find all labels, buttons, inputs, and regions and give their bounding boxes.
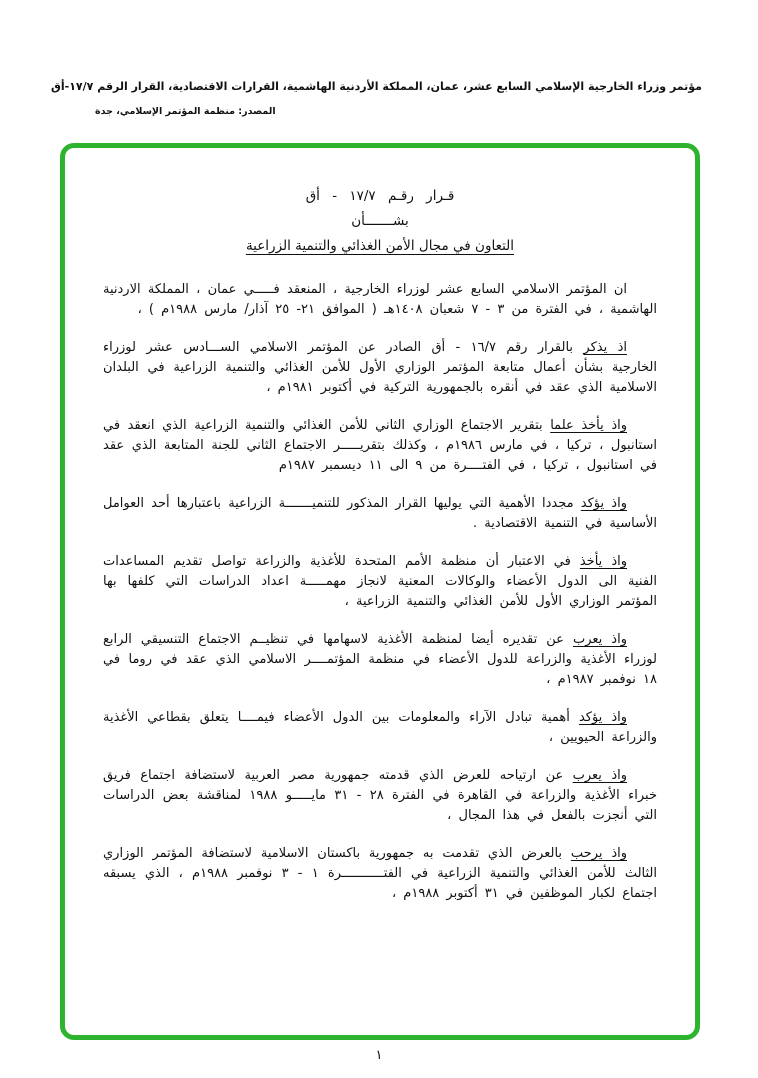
paragraph-lead: واذ يأخذ xyxy=(579,554,628,569)
page-number: ١ xyxy=(375,1048,383,1063)
resolution-box xyxy=(60,143,700,1040)
paragraph-recalls xyxy=(103,338,657,398)
paragraph-preamble xyxy=(103,280,657,320)
paragraph-takes-note xyxy=(103,416,657,476)
paragraph-lead: واذ يؤكد xyxy=(580,496,627,511)
paragraph-text: بالقرار رقم ١٦/٧ - أق الصادر عن المؤتمر الاسلامي الســـادس عشر لوزراء الخارجية بشأن أعمال متابعة المؤتمر الوزاري الأول للأمن الغذائي والتنمية الزراعية في البلدان الاسلامية الذي عقد في أنقره بالجمهورية التركية في أكتوبر ١٩٨١م ، xyxy=(103,340,657,395)
document-source: المصدر: منظمة المؤتمر الإسلامي، جدة xyxy=(95,106,276,117)
paragraph-lead: اذ يذكر xyxy=(583,340,627,355)
paragraph-text: عن ارتياحه للعرض الذي قدمته جمهورية مصر العربية لاستضافة اجتماع فريق خبراء الأغذية والزراعة في القاهرة في الفترة ٢٨ - ٣١ مايـــــو ١٩٨٨ لمناقشة بعض الدراسات التي أنجزت بالفعل في هذا المجال ، xyxy=(103,768,658,823)
paragraph-text: أهمية تبادل الآراء والمعلومات بين الدول الأعضاء فيمــــا يتعلق بقطاعي الأغذية والزراعة الحيويين ، xyxy=(103,710,657,745)
paragraph-lead: واذ يؤكد xyxy=(578,710,627,725)
paragraph-text: بتقرير الاجتماع الوزاري الثاني للأمن الغذائي والتنمية الزراعية الذي انعقد في استانبول ، تركيا ، في مارس ١٩٨٦م ، وكذلك بتقريـــــر الاجتماع الثاني للجنة المتابعة الذي عقد في استانبول ، تركيا ، في الفتــــرة من ٩ الى ١١ ديسمبر ١٩٨٧م xyxy=(103,418,657,473)
paragraph-text: ان المؤتمر الاسلامي السابع عشر لوزراء الخارجية ، المنعقد فـــــي عمان ، المملكة الاردنية الهاشمية ، في الفترة من ٣ - ٧ شعبان ١٤٠٨هـ ( الموافق ٢١- ٢٥ آذار/ مارس ١٩٨٨م ) ، xyxy=(103,282,657,317)
paragraph-text: بالعرض الذي تقدمت به جمهورية باكستان الاسلامية لاستضافة المؤتمر الوزاري الثالث للأمن الغذائي والتنمية الزراعية في الفتـــــــــــرة ١ - ٣ نوفمبر ١٩٨٨م ، الذي يسبقه اجتماع لكبار الموظفين في ٣١ أكتوبر ١٩٨٨م ، xyxy=(103,846,657,901)
paragraph-welcomes-pakistan-offer xyxy=(103,844,657,904)
paragraph-text: مجددا الأهمية التي يوليها القرار المذكور للتنميـــــــة الزراعية باعتبارها أحد العوامل الأساسية في التنمية الاقتصادية . xyxy=(103,496,657,531)
document-header-title: مؤتمر وزراء الخارجية الإسلامي السابع عشر، عمان، المملكة الأردنية الهاشمية، القرارات الاقتصادية، القرار الرقم ١٧/٧-أق xyxy=(51,80,702,93)
paragraph-considers xyxy=(103,552,657,612)
paragraph-expresses-appreciation xyxy=(103,630,657,690)
paragraph-lead: واذ يعرب xyxy=(572,768,627,783)
paragraph-text: في الاعتبار أن منظمة الأمم المتحدة للأغذية والزراعة تواصل تقديم المساعدات الفنية الى الدول الأعضاء والوكالات المعنية لانجاز مهمـــــة اعداد الدراسات التي كلفها بها المؤتمر الوزاري الأول للأمن الغذائي والتنمية الزراعية ، xyxy=(103,554,657,609)
paragraph-stresses xyxy=(103,708,657,748)
resolution-subject: التعاون في مجال الأمن الغذائي والتنمية الزراعية xyxy=(245,238,515,254)
paragraph-lead: واذ يأخذ علما xyxy=(550,418,627,433)
paragraph-text: عن تقديره أيضا لمنظمة الأغذية لاسهامها في تنظيــم الاجتماع التنسيقي الرابع لوزراء الأغذية والزراعة للدول الأعضاء في منظمة المؤتمــــر الاسلامي الذي عقد في روما في ١٨ نوفمبر ١٩٨٧م ، xyxy=(103,632,657,687)
paragraph-reaffirms xyxy=(103,494,657,534)
resolution-number: قـرار رقـم ١٧/٧ - أق xyxy=(305,188,455,204)
paragraph-lead: واذ يرحب xyxy=(570,846,628,861)
paragraph-lead: واذ يعرب xyxy=(572,632,627,647)
resolution-about-label: بشـــــــأن xyxy=(351,213,409,229)
paragraph-welcomes-egypt-offer xyxy=(103,766,657,826)
